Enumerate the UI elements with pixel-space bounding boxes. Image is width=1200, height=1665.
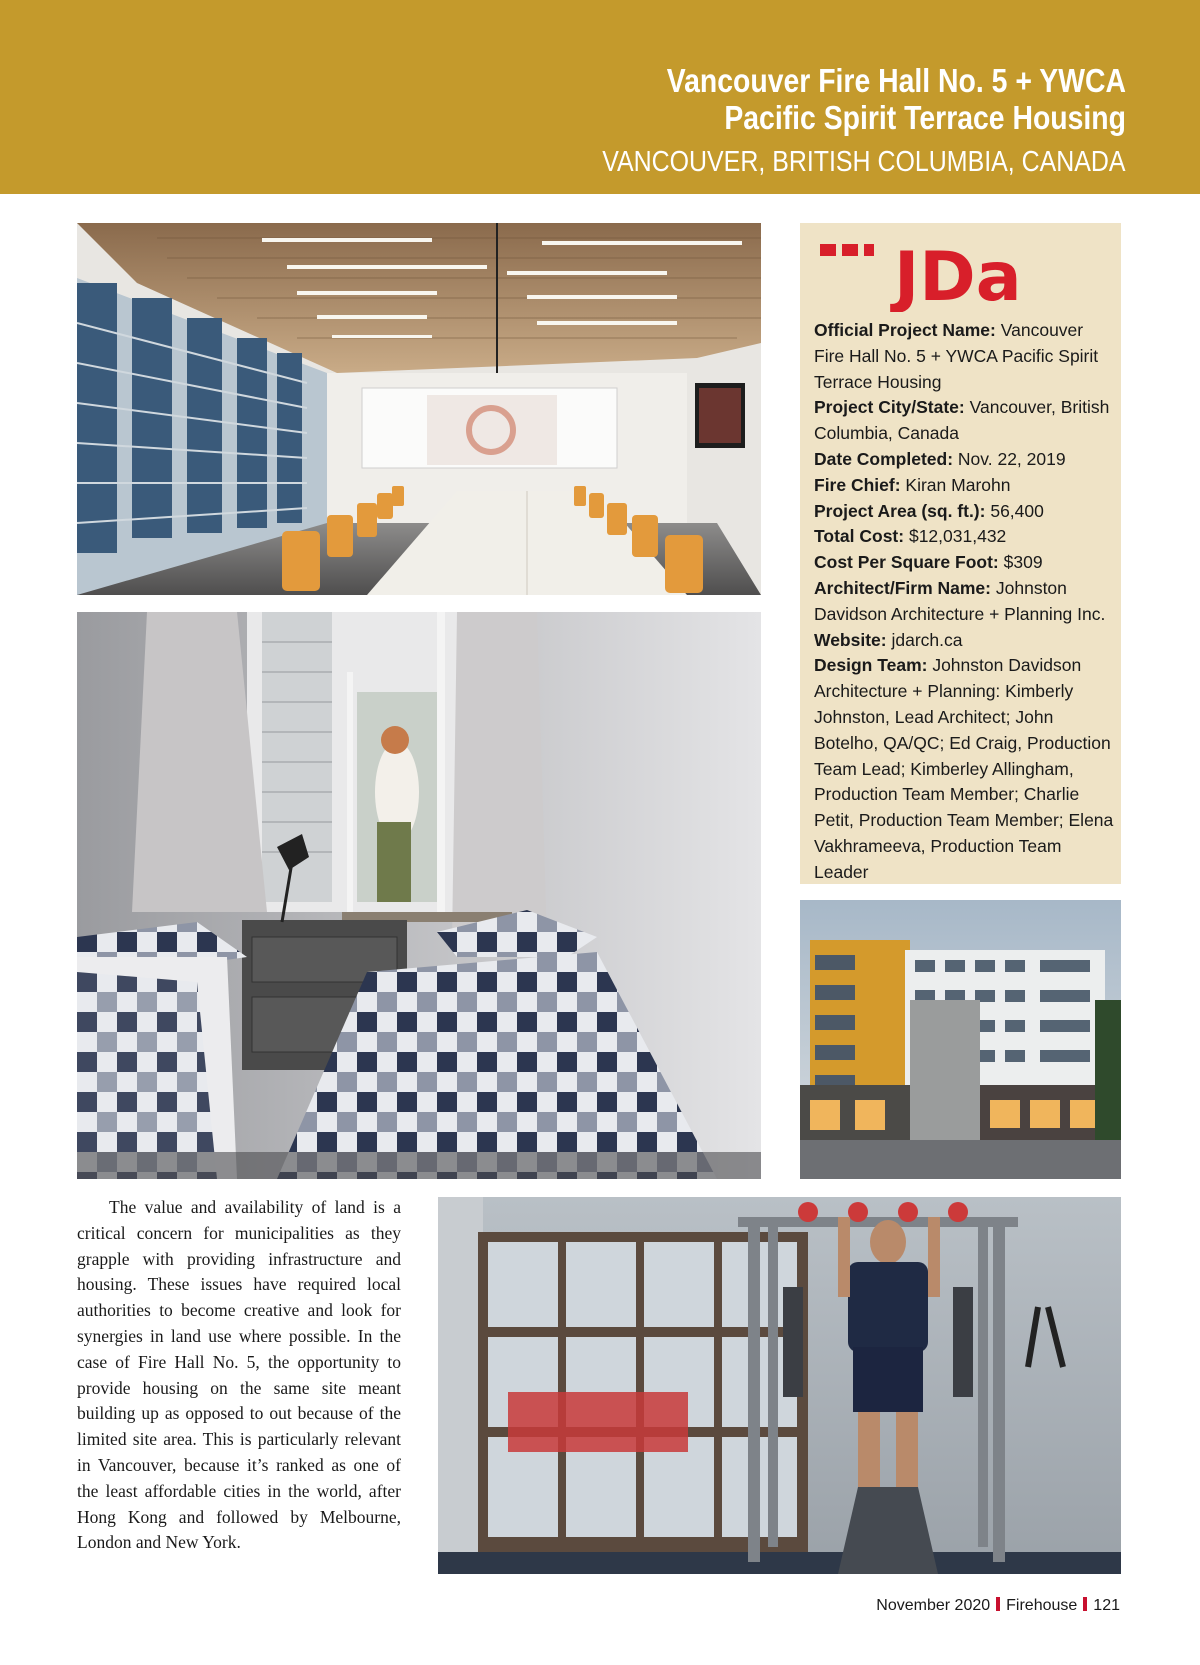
info-label: Project Area (sq. ft.): — [814, 500, 986, 521]
page-title — [667, 62, 1126, 136]
info-label: Total Cost: — [814, 526, 905, 547]
footer-date: November 2020 — [876, 1597, 991, 1614]
info-label: Project City/State: — [814, 397, 965, 418]
info-item-city-state — [814, 395, 1114, 447]
info-value: Kiran Marohn — [905, 474, 1011, 495]
info-label: Official Project Name: — [814, 320, 996, 340]
info-label: Fire Chief: — [814, 474, 901, 495]
info-label: Website: — [814, 629, 887, 650]
info-item-cost-per-sqft — [814, 550, 1114, 576]
info-label: Architect/Firm Name: — [814, 577, 991, 598]
info-item-project-area — [814, 499, 1114, 525]
info-item-project-name — [814, 318, 1114, 395]
title-line-1: Vancouver Fire Hall No. 5 + YWCA — [666, 62, 1126, 99]
info-label: Design Team: — [814, 655, 928, 676]
info-item-design-team — [814, 653, 1114, 885]
building-exterior-photo — [800, 900, 1121, 1179]
article-body-text: The value and availability of land is a critical concern for municipalities as they grapple with providing infrastructure and housing. These issues have required local authorities to become creative and look for synergies in land use where possible. In the case of Fire Hall No. 5, the opportunity to provide housing on the same site meant building up as opposed to out because of the limited site area. This is particularly relevant in Vancouver, because it’s ranked as one of the least affordable cities in the world, after Hong Kong and followed by Melbourne, London and New York. — [77, 1197, 401, 1553]
info-value: Johnston Davidson Architecture + Planning: Kimberly Johnston, Lead Architect; John Botelho, QA/QC; Ed Craig, Production Team Lead; Kimberley Allingham, Production Team Member; Charlie Petit, Production Team Member; Elena Vakhrameeva, Production Team Leader — [814, 655, 1114, 882]
info-label: Date Completed: — [814, 448, 954, 469]
info-value: Johnston Davidson Architecture + Planning Inc. — [814, 577, 1106, 624]
info-value: $309 — [1003, 552, 1043, 573]
logo-text: JDa — [894, 238, 1022, 312]
title-line-2: Pacific Spirit Terrace Housing — [724, 99, 1126, 136]
footer-separator — [1083, 1597, 1087, 1611]
header-band — [0, 0, 1200, 194]
project-location: VANCOUVER, BRITISH COLUMBIA, CANADA — [602, 146, 1126, 178]
bedroom-photo — [77, 612, 761, 1179]
info-item-total-cost — [814, 524, 1114, 550]
footer-separator — [996, 1597, 1000, 1611]
info-value: 56,400 — [990, 500, 1044, 521]
info-item-website — [814, 628, 1114, 654]
info-item-date-completed — [814, 447, 1114, 473]
jda-logo — [820, 232, 1070, 312]
conference-room-photo — [77, 223, 761, 595]
footer-magazine: Firehouse — [1006, 1597, 1078, 1614]
footer-page-number: 121 — [1093, 1597, 1120, 1614]
info-item-architect — [814, 576, 1114, 628]
info-item-fire-chief — [814, 473, 1114, 499]
info-value: Vancouver Fire Hall No. 5 + YWCA Pacific Spirit Terrace Housing — [814, 320, 1099, 392]
info-value: jdarch.ca — [891, 629, 963, 650]
info-value: $12,031,432 — [908, 526, 1007, 547]
info-label: Cost Per Square Foot: — [814, 552, 999, 573]
project-info-list — [814, 318, 1114, 886]
page-footer — [876, 1597, 1120, 1615]
info-value: Nov. 22, 2019 — [957, 448, 1066, 469]
info-value: Vancouver, British Columbia, Canada — [814, 397, 1110, 444]
gym-photo — [438, 1197, 1121, 1574]
